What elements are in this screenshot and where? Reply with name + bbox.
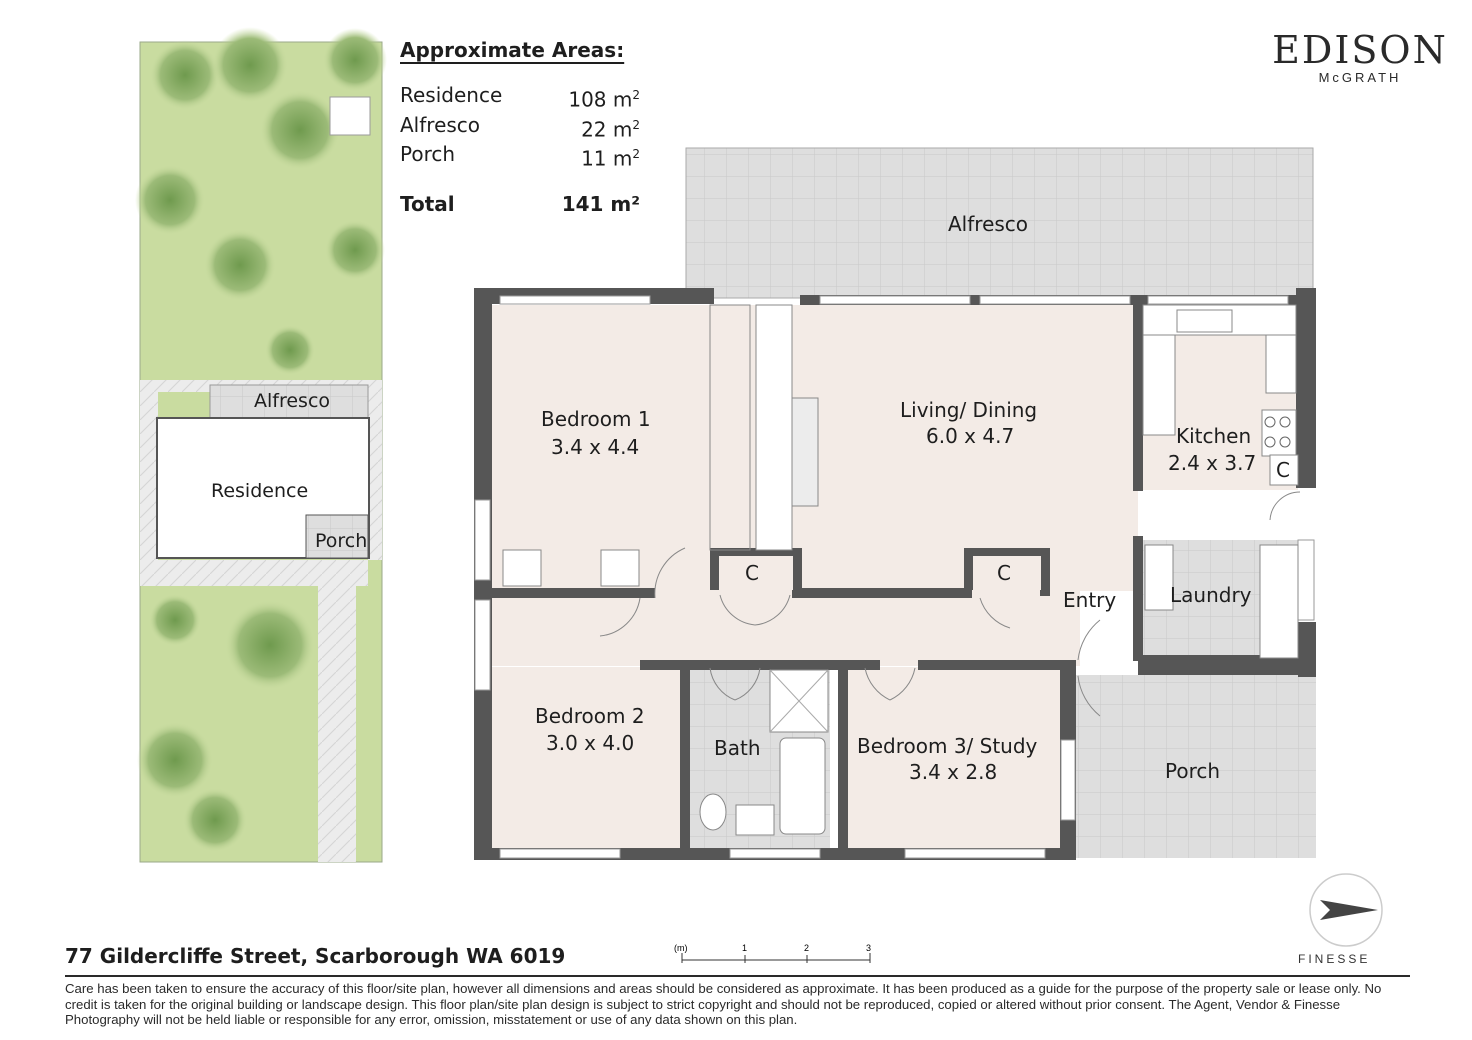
brand-sub: McGRATH bbox=[1318, 70, 1402, 85]
toilet-icon bbox=[700, 794, 726, 830]
living-label: Living/ Dining bbox=[900, 398, 1038, 422]
area-name: Porch bbox=[400, 142, 456, 167]
tree-icon bbox=[149, 594, 201, 646]
areas-heading: Approximate Areas: bbox=[400, 38, 625, 62]
tree-icon bbox=[225, 600, 315, 690]
tree-icon bbox=[137, 722, 213, 798]
tree-icon bbox=[183, 788, 247, 852]
area-name: Alfresco bbox=[400, 112, 481, 137]
bedroom2-label: Bedroom 2 bbox=[535, 704, 645, 728]
area-row bbox=[400, 113, 640, 143]
laundry-tub-icon bbox=[1145, 545, 1173, 610]
bedroom1-label: Bedroom 1 bbox=[541, 407, 651, 431]
bedroom3-size: 3.4 x 2.8 bbox=[909, 760, 998, 784]
tree-icon bbox=[265, 325, 315, 375]
area-value: 108 m bbox=[568, 87, 633, 112]
scale-tick: 2 bbox=[804, 943, 810, 953]
area-unit-sup: 2 bbox=[632, 88, 640, 102]
brand-logo bbox=[1270, 30, 1450, 85]
area-total-value: 141 m² bbox=[561, 191, 640, 216]
disclaimer-text: Care has been taken to ensure the accuracy of this floor/site plan, however all dimensions and areas should be considered as approximate. It has been produced as a guide for the purpose of the property sale or lease only. No credit is taken for the original building or landscape design. This floor plan/site plan design is subject to strict copyright and should not be reproduced, copied or altered without prior consent. The Agent, Vendor & Finesse Photography will not be held liable or responsible for any error, omission, misstatement or use of any data shown on this plan. bbox=[65, 981, 1382, 1027]
area-row bbox=[400, 83, 640, 113]
cooktop-icon bbox=[1262, 410, 1296, 456]
site-residence-label: Residence bbox=[211, 480, 309, 502]
bedside-table bbox=[601, 550, 639, 586]
brand-name: EDISON bbox=[1272, 28, 1448, 72]
kitchen-bench-side bbox=[1266, 335, 1296, 393]
kitchen-cupboard-label: C bbox=[1276, 458, 1290, 482]
area-unit-sup: 2 bbox=[632, 117, 640, 132]
floor-plan bbox=[474, 148, 1316, 860]
compass-icon bbox=[1310, 874, 1382, 946]
site-plan bbox=[135, 27, 387, 862]
tree-icon bbox=[150, 40, 220, 110]
tree-icon bbox=[260, 90, 340, 170]
laundry-label: Laundry bbox=[1170, 583, 1252, 607]
bedroom2-size: 3.0 x 4.0 bbox=[546, 731, 635, 755]
areas-table bbox=[400, 38, 640, 217]
laundry-bench bbox=[1260, 545, 1298, 658]
scale-tick: 1 bbox=[742, 943, 748, 953]
site-driveway bbox=[318, 560, 356, 862]
sink-icon bbox=[1177, 310, 1232, 332]
tree-icon bbox=[325, 220, 385, 280]
area-value: 11 m bbox=[581, 146, 633, 171]
floor-bedroom2 bbox=[490, 667, 680, 848]
bath-label: Bath bbox=[714, 736, 761, 760]
entry-label: Entry bbox=[1063, 588, 1117, 612]
site-porch-label: Porch bbox=[315, 530, 368, 552]
kitchen-bench-left bbox=[1143, 335, 1175, 435]
tree-icon bbox=[323, 28, 387, 92]
scale-unit: (m) bbox=[674, 943, 688, 953]
footer-divider bbox=[65, 975, 1410, 977]
living-size: 6.0 x 4.7 bbox=[926, 424, 1015, 448]
cupboard-1-label: C bbox=[745, 561, 759, 585]
site-path-left bbox=[140, 380, 158, 585]
tree-icon bbox=[212, 27, 288, 103]
finesse-logo: FINESSE bbox=[1298, 952, 1371, 966]
site-alfresco-label: Alfresco bbox=[254, 390, 331, 412]
kitchen-label: Kitchen bbox=[1176, 424, 1252, 448]
area-total-row bbox=[400, 192, 640, 217]
site-shed bbox=[330, 97, 370, 135]
bedside-table bbox=[503, 550, 541, 586]
bathtub-icon bbox=[780, 738, 825, 834]
cupboard-2-label: C bbox=[997, 561, 1011, 585]
scale-tick: 3 bbox=[866, 943, 872, 953]
porch-label: Porch bbox=[1165, 759, 1221, 783]
bedroom3-label: Bedroom 3/ Study bbox=[857, 734, 1038, 758]
area-name: Residence bbox=[400, 83, 503, 107]
property-address: 77 Gildercliffe Street, Scarborough WA 6019 bbox=[65, 944, 566, 968]
basin-icon bbox=[736, 805, 774, 835]
area-unit-sup: 2 bbox=[632, 147, 640, 162]
site-path-right bbox=[368, 380, 382, 560]
alfresco-label: Alfresco bbox=[948, 212, 1029, 236]
tree-icon bbox=[204, 229, 276, 301]
scale-bar bbox=[674, 943, 871, 963]
tree-icon bbox=[135, 165, 205, 235]
bedroom1-size: 3.4 x 4.4 bbox=[551, 435, 640, 459]
area-total-label: Total bbox=[400, 191, 455, 216]
kitchen-size: 2.4 x 3.7 bbox=[1168, 451, 1257, 475]
area-row bbox=[400, 142, 640, 172]
area-value: 22 m bbox=[581, 117, 633, 142]
floor-hall bbox=[490, 591, 1080, 666]
pantry-wall bbox=[756, 305, 792, 550]
